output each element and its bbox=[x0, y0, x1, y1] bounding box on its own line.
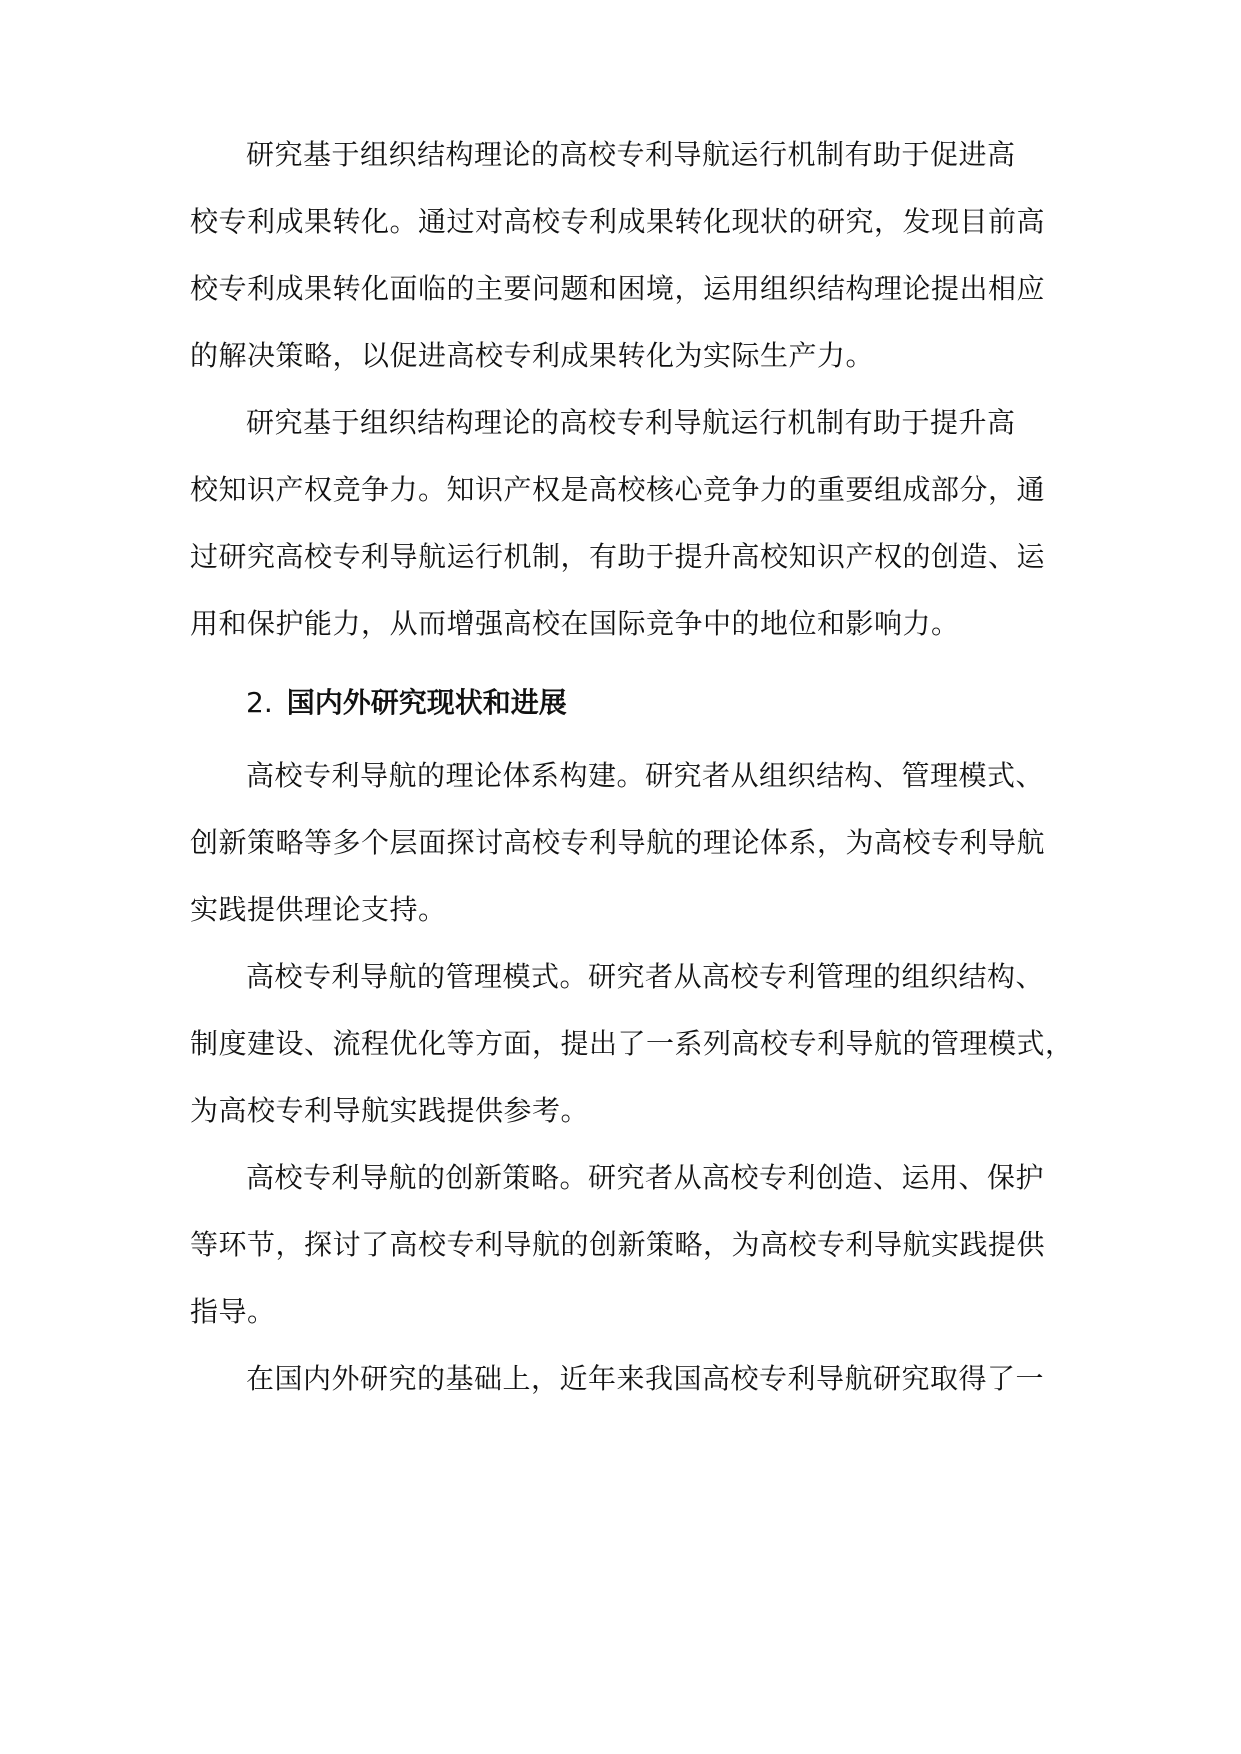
section-paragraph-2-line-2: 制度建设、流程优化等方面，提出了一系列高校专利导航的管理模式， bbox=[190, 1027, 1074, 1060]
section-title: 国内外研究现状和进展 bbox=[286, 686, 567, 719]
section-paragraph-3-line-3: 指导。 bbox=[190, 1295, 276, 1328]
paragraph-1-line-2: 校专利成果转化。通过对高校专利成果转化现状的研究，发现目前高 bbox=[190, 205, 1046, 238]
paragraph-2-line-1: 研究基于组织结构理论的高校专利导航运行机制有助于提升高 bbox=[246, 406, 1016, 439]
section-paragraph-1-line-2: 创新策略等多个层面探讨高校专利导航的理论体系，为高校专利导航 bbox=[190, 826, 1046, 859]
paragraph-2-line-2: 校知识产权竞争力。知识产权是高校核心竞争力的重要组成部分，通 bbox=[190, 473, 1046, 506]
section-paragraph-3-line-1: 高校专利导航的创新策略。研究者从高校专利创造、运用、保护 bbox=[246, 1161, 1045, 1194]
paragraph-1-line-1: 研究基于组织结构理论的高校专利导航运行机制有助于促进高 bbox=[246, 138, 1016, 171]
section-paragraph-4-line-1: 在国内外研究的基础上，近年来我国高校专利导航研究取得了一 bbox=[246, 1362, 1045, 1395]
paragraph-1-line-3: 校专利成果转化面临的主要问题和困境，运用组织结构理论提出相应 bbox=[190, 272, 1046, 305]
section-paragraph-2-line-3: 为高校专利导航实践提供参考。 bbox=[190, 1094, 590, 1127]
section-number: 2. bbox=[246, 686, 273, 719]
section-paragraph-2-line-1: 高校专利导航的管理模式。研究者从高校专利管理的组织结构、 bbox=[246, 960, 1045, 993]
section-paragraph-1-line-1: 高校专利导航的理论体系构建。研究者从组织结构、管理模式、 bbox=[246, 759, 1045, 792]
paragraph-2-line-4: 用和保护能力，从而增强高校在国际竞争中的地位和影响力。 bbox=[190, 607, 960, 640]
section-paragraph-3-line-2: 等环节，探讨了高校专利导航的创新策略，为高校专利导航实践提供 bbox=[190, 1228, 1046, 1261]
paragraph-1-line-4: 的解决策略，以促进高校专利成果转化为实际生产力。 bbox=[190, 339, 875, 372]
section-paragraph-1-line-3: 实践提供理论支持。 bbox=[190, 893, 447, 926]
section-heading bbox=[246, 683, 567, 723]
paragraph-2-line-3: 过研究高校专利导航运行机制，有助于提升高校知识产权的创造、运 bbox=[190, 540, 1046, 573]
